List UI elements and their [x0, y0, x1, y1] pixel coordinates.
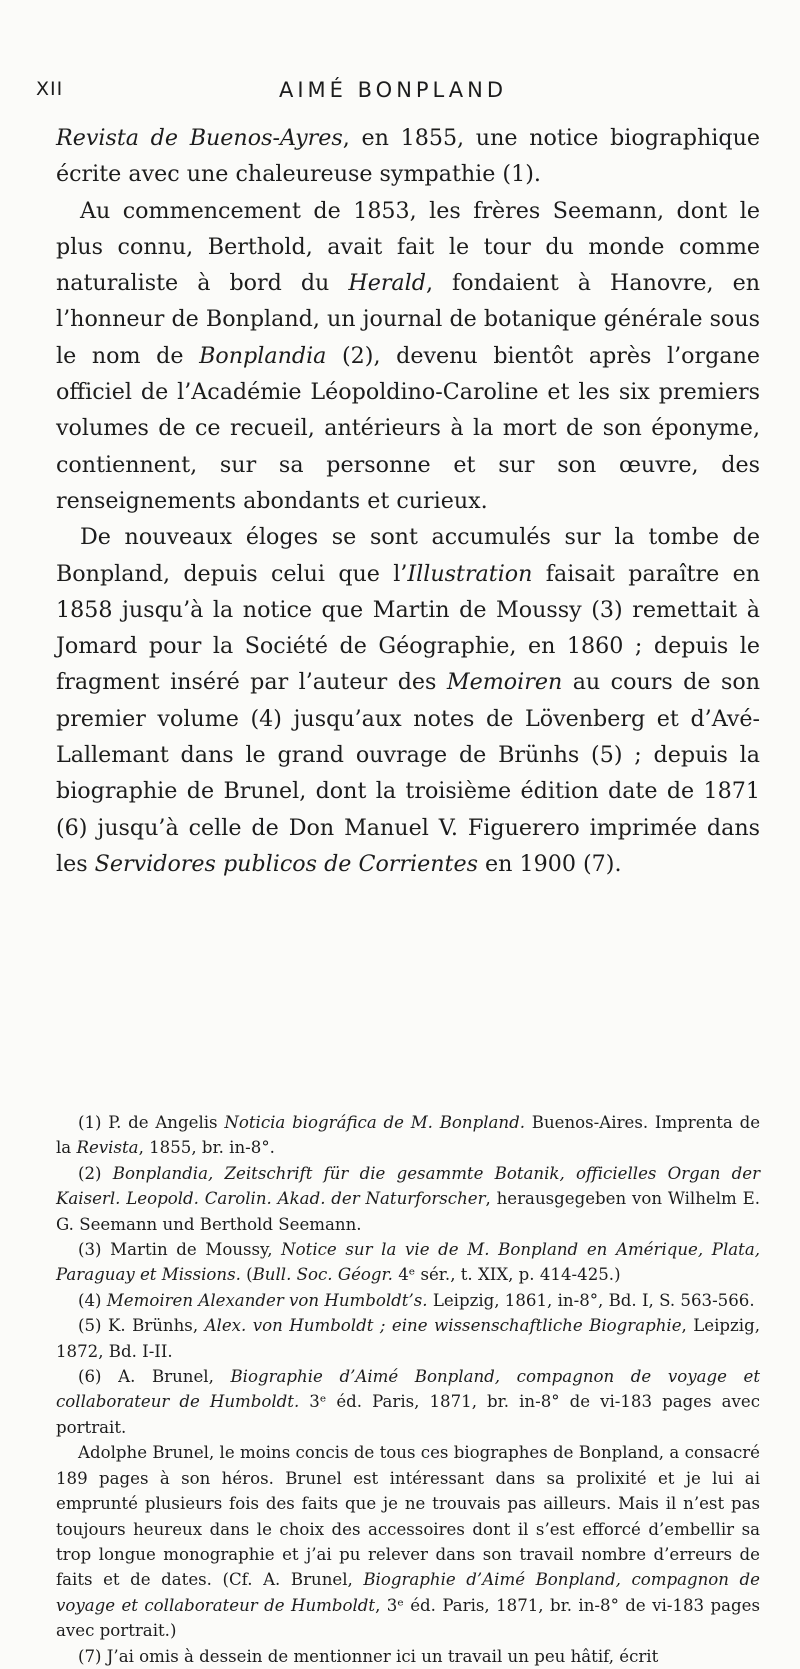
italic-text: Bonplandia: [199, 342, 327, 369]
text-run: Adolphe Brunel, le moins concis de tous ces biographes de Bonpland, a consacré 189 pages à son héros. Brunel est intéressant dans sa prolixité et je lui ai emprunté plusieurs fois des faits que je ne trouvais pas ailleurs. Mais il n’est pas toujours heureux dans le choix des accessoires dont il s’est efforcé d’embellir sa trop longue monographie et j’ai pu relever dans son travail nombre d’erreurs de faits et de dates. (Cf. A. Brunel,: [56, 1443, 760, 1590]
text-run: (4): [78, 1290, 107, 1310]
italic-text: Illustration: [407, 560, 533, 587]
text-run: faisait paraître en 1858 jusqu’à la notice que Martin de Moussy (3) remettait à Jomard pour la Société de Géographie, en 1860 ; depuis le fragment inséré par l’auteur des: [56, 560, 760, 696]
italic-text: Alex. von Humboldt ; eine wissenschaftliche Biographie: [204, 1316, 682, 1336]
footnote: [56, 1288, 760, 1313]
text-run: au cours de son premier volume (4) jusqu’aux notes de Lövenberg et d’Avé-Lallemant dans le grand ouvrage de Brünhs (5) ; depuis la biographie de Brunel, dont la troisième édition date de 1871 (6) jusqu’à celle de Don Manuel V. Figuerero imprimée dans les: [56, 669, 760, 877]
text-run: , 1855, br. in-8°.: [138, 1138, 275, 1158]
text-run: (: [240, 1265, 253, 1285]
text-run: (5) K. Brünhs,: [78, 1316, 205, 1336]
text-run: , Leipzig, 1872, Bd. I-II.: [56, 1316, 761, 1361]
body-text: [56, 120, 760, 882]
text-run: Buenos-Aires. Imprenta de la: [56, 1113, 761, 1158]
text-run: (2), devenu bientôt après l’organe officiel de l’Académie Léopoldino-Caroline et les six premiers volumes de ce recueil, antérieurs à la mort de son éponyme, contiennent, sur sa personne et sur son œuvre, des renseignements abondants et curieux.: [56, 342, 760, 514]
text-run: , en 1855, une notice biographique écrite avec une chaleureuse sympathie (1).: [56, 125, 760, 188]
text-run: Au commencement de 1853, les frères Seemann, dont le plus connu, Berthold, avait fait le tour du monde comme naturaliste à bord du: [56, 197, 760, 297]
italic-text: Servidores publicos de Corrientes: [94, 850, 478, 877]
italic-text: Biographie d’Aimé Bonpland, compagnon de voyage et collaborateur de Humboldt: [56, 1570, 760, 1615]
page-number: XII: [36, 78, 64, 100]
footnote: [56, 1110, 760, 1161]
page-header: [36, 78, 750, 108]
paragraph: [56, 193, 760, 520]
text-run: (1) P. de Angelis: [78, 1113, 225, 1132]
italic-text: Noticia biográfica de M. Bonpland.: [224, 1113, 526, 1132]
text-run: , fondaient à Hanovre, en l’honneur de Bonpland, un journal de botanique générale sous le nom de: [56, 270, 760, 369]
italic-text: Biographie d’Aimé Bonpland, compagnon de voyage et collaborateur de Humboldt.: [56, 1367, 760, 1412]
text-run: (6) A. Brunel,: [78, 1367, 231, 1387]
text-run: (3) Martin de Moussy,: [78, 1240, 282, 1260]
italic-text: Bonplandia, Zeitschrift für die gesammte Botanik, officielles Organ der Kaiserl. Leopold. Carolin. Akad. der Naturforscher: [56, 1163, 761, 1209]
text-run: (7) J’ai omis à dessein de mentionner ici un travail un peu hâtif, écrit: [78, 1646, 659, 1666]
italic-text: Memoiren: [446, 669, 563, 696]
text-run: , 3ᵉ éd. Paris, 1871, br. in-8° de vi-183 pages avec portrait.): [56, 1595, 760, 1641]
footnote: [56, 1364, 760, 1440]
italic-text: Herald: [348, 270, 426, 297]
footnotes: [56, 1110, 760, 1669]
italic-text: Memoiren Alexander von Humboldt’s.: [106, 1290, 428, 1310]
footnote: [56, 1237, 760, 1288]
italic-text: Revista: [76, 1138, 139, 1158]
text-run: en 1900 (7).: [477, 850, 622, 877]
running-title: AIMÉ BONPLAND: [279, 78, 507, 102]
italic-text: Notice sur la vie de M. Bonpland en Amérique, Plata, Paraguay et Missions.: [56, 1240, 760, 1285]
text-run: De nouveaux éloges se sont accumulés sur la tombe de Bonpland, depuis celui que l’: [56, 524, 760, 587]
paragraph: [56, 120, 760, 193]
paragraph: [56, 519, 760, 882]
italic-text: Bull. Soc. Géogr.: [252, 1265, 393, 1285]
footnote: [56, 1313, 760, 1364]
footnote-continuation: [56, 1440, 760, 1643]
text-run: 3ᵉ éd. Paris, 1871, br. in-8° de vi-183 pages avec portrait.: [56, 1392, 760, 1437]
footnote: [56, 1644, 760, 1669]
text-run: Leipzig, 1861, in-8°, Bd. I, S. 563-566.: [427, 1290, 755, 1310]
footnote: [56, 1161, 760, 1237]
text-run: 4ᵉ sér., t. XIX, p. 414-425.): [392, 1265, 621, 1285]
italic-text: Revista de Buenos-Ayres: [56, 125, 343, 151]
text-run: , herausgegeben von Wilhelm E. G. Seemann und Berthold Seemann.: [56, 1189, 760, 1234]
text-run: (2): [78, 1163, 113, 1183]
